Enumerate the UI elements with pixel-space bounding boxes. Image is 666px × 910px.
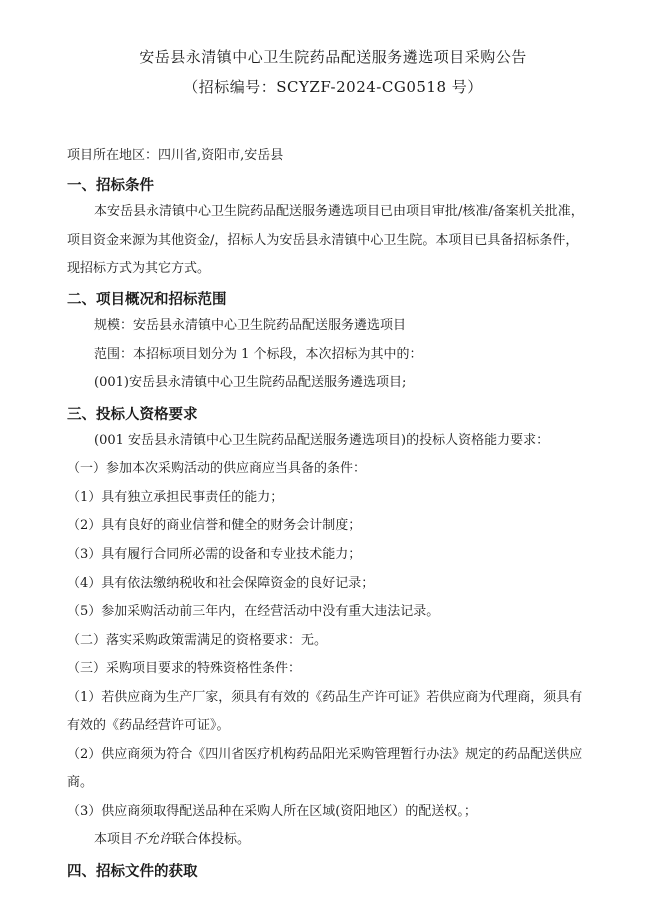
- qualification-item-5: （5）参加采购活动前三年内，在经营活动中没有重大违法记录。: [67, 604, 440, 619]
- qualification-item-3: （3）具有履行合同所必需的设备和专业技术能力；: [67, 547, 362, 562]
- qualification-group-1: （一）参加本次采购活动的供应商应当具备的条件：: [67, 461, 367, 476]
- project-scale: 规模：安岳县永清镇中心卫生院药品配送服务遴选项目: [94, 318, 407, 333]
- consortium-suffix: 联合体投标。: [172, 832, 251, 847]
- qualification-group-2: （二）落实采购政策需满足的资格要求：无。: [67, 633, 328, 648]
- qualification-item-2: （2）具有良好的商业信誉和健全的财务会计制度；: [67, 518, 362, 533]
- tender-number: （招标编号：SCYZF-2024-CG0518 号）: [183, 78, 483, 96]
- consortium-statement: [94, 831, 250, 849]
- special-condition-1-line-2: 有效的《药品经营许可证》。: [67, 718, 230, 733]
- project-scope: 范围：本招标项目划分为 1 个标段，本次招标为其中的：: [94, 347, 423, 362]
- special-condition-1-line-1: （1）若供应商为生产厂家，须具有有效的《药品生产许可证》若供应商为代理商，须具有: [67, 690, 583, 705]
- project-lot: (001)安岳县永清镇中心卫生院药品配送服务遴选项目;: [94, 375, 407, 390]
- document-title: 安岳县永清镇中心卫生院药品配送服务遴选项目采购公告: [139, 48, 527, 66]
- qualification-group-3: （三）采购项目要求的特殊资格性条件：: [67, 661, 302, 676]
- qualification-intro: (001 安岳县永清镇中心卫生院药品配送服务遴选项目)的投标人资格能力要求：: [94, 433, 550, 448]
- section-1-para-line-1: 本安岳县永清镇中心卫生院药品配送服务遴选项目已由项目审批/核准/备案机关批准，: [94, 204, 584, 219]
- consortium-prefix: 本项目: [94, 832, 134, 847]
- section-1-heading: 一、招标条件: [67, 178, 154, 194]
- section-2-heading: 二、项目概况和招标范围: [67, 292, 227, 308]
- section-4-heading: 四、招标文件的获取: [67, 864, 198, 880]
- project-region: 项目所在地区：四川省,资阳市,安岳县: [67, 148, 284, 163]
- special-condition-3: （3）供应商须取得配送品种在采购人所在区域(资阳地区）的配送权。；: [67, 804, 477, 819]
- qualification-item-4: （4）具有依法缴纳税收和社会保障资金的良好记录；: [67, 576, 375, 591]
- section-1-para-line-2: 项目资金来源为其他资金/，招标人为安岳县永清镇中心卫生院。本项目已具备招标条件，: [67, 233, 579, 248]
- special-condition-2-line-2: 商。: [67, 775, 94, 790]
- section-1-para-line-3: 现招标方式为其它方式。: [67, 261, 211, 276]
- qualification-item-1: （1）具有独立承担民事责任的能力；: [67, 490, 284, 505]
- consortium-not-allowed: 不允许: [133, 832, 173, 847]
- special-condition-2-line-1: （2）供应商须为符合《四川省医疗机构药品阳光采购管理暂行办法》规定的药品配送供应: [67, 747, 583, 762]
- section-3-heading: 三、投标人资格要求: [67, 407, 198, 423]
